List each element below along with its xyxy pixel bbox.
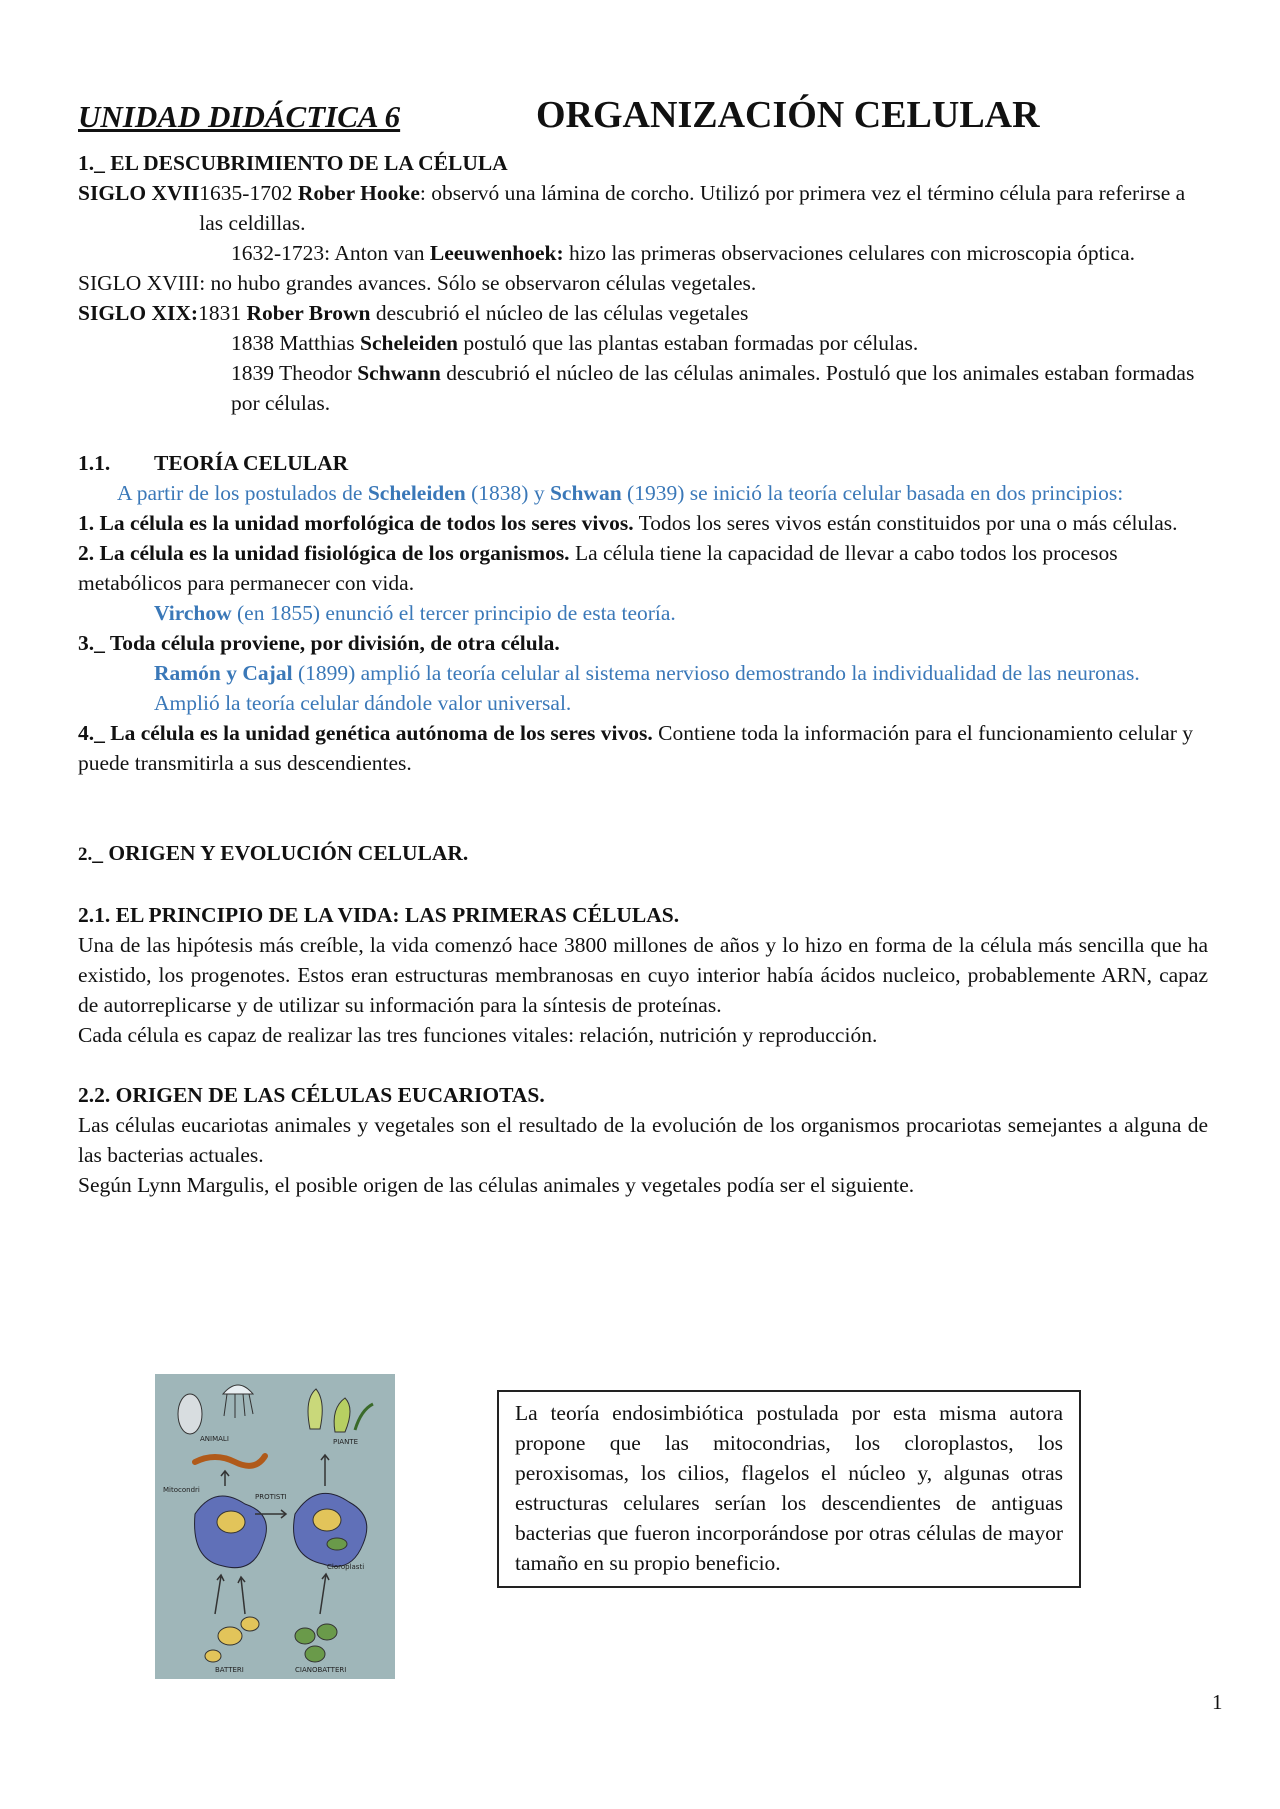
batteri-label: BATTERI bbox=[215, 1666, 244, 1674]
schleiden-text: postuló que las plantas estaban formadas por células. bbox=[457, 331, 919, 355]
section-2-2-paragraph-1: Las células eucariotas animales y vegetales son el resultado de la evolución de los organismos procariotas semejantes a alguna de las bacterias actuales. bbox=[78, 1113, 1208, 1167]
cyanobacteria-icon bbox=[295, 1624, 337, 1662]
section-2-title: _ ORIGEN Y EVOLUCIÓN CELULAR. bbox=[92, 841, 469, 865]
section-2-2-heading: 2.2. ORIGEN DE LAS CÉLULAS EUCARIOTAS. bbox=[78, 1083, 545, 1107]
cloroplasti-label: Cloroplasti bbox=[327, 1563, 365, 1571]
mitochondrion-icon bbox=[217, 1511, 245, 1533]
schwann-text: descubrió el núcleo de las células animales. Postuló que los animales estaban formadas por células. bbox=[231, 361, 1195, 415]
section-1-1-title: TEORÍA CELULAR bbox=[154, 451, 349, 475]
section-2-heading bbox=[78, 838, 1208, 870]
bacteria-icon bbox=[205, 1617, 259, 1662]
schleiden-name: Scheleiden bbox=[360, 331, 458, 355]
section-2-1-paragraph-2: Cada célula es capaz de realizar las tres funciones vitales: relación, nutrición y reproducción. bbox=[78, 1023, 878, 1047]
century-19-label: SIGLO XIX: bbox=[78, 301, 199, 325]
century-19-entry bbox=[78, 298, 1208, 328]
schwann-name: Schwann bbox=[357, 361, 441, 385]
intro-c: (1838) y bbox=[465, 481, 550, 505]
endosymbiosis-diagram bbox=[155, 1374, 395, 1679]
page-header bbox=[78, 94, 1208, 136]
leeuwenhoek-text: hizo las primeras observaciones celulares con microscopia óptica. bbox=[563, 241, 1135, 265]
c17-year: 1635-1702 bbox=[199, 181, 298, 205]
document-page bbox=[78, 94, 1208, 1200]
leeuwenhoek-name: Leeuwenhoek: bbox=[429, 241, 564, 265]
spacer bbox=[78, 418, 1208, 448]
principle-1-title: 1. La célula es la unidad morfológica de todos los seres vivos. bbox=[78, 511, 634, 535]
section-1-heading: 1._ EL DESCUBRIMIENTO DE LA CÉLULA bbox=[78, 151, 508, 175]
cajal-text: (1899) amplió la teoría celular al sistema nervioso demostrando la individualidad de las neuronas. Amplió la teoría celular dándole valor universal. bbox=[154, 661, 1140, 715]
century-18-entry: SIGLO XVIII: no hubo grandes avances. Sólo se observaron células vegetales. bbox=[78, 271, 757, 295]
brown-text: descubrió el núcleo de las células vegetales bbox=[370, 301, 749, 325]
section-2-1-paragraph-1: Una de las hipótesis más creíble, la vida comenzó hace 3800 millones de años y lo hizo en forma de la célula más sencilla que ha existido, los progenotes. Estos eran estructuras membranosas en cuyo interior había ácidos nucleico, probablemente ARN, capaz de autorreplicarse y de utilizar su información para la síntesis de proteínas. bbox=[78, 933, 1208, 1017]
virchow-text: (en 1855) enunció el tercer principio de esta teoría. bbox=[231, 601, 676, 625]
endosymbiotic-theory-box: La teoría endosimbiótica postulada por esta misma autora propone que las mitocondrias, los cloroplastos, los peroxisomas, los cilios, flagelos el núcleo y, algunas otras estructuras celulares serían los descendientes de antiguas bacterias que fueron incorporándose por otras células de mayor tamaño en su propio beneficio. bbox=[497, 1390, 1081, 1588]
brown-year: 1831 bbox=[198, 301, 247, 325]
cianobatteri-label: CIANOBATTERI bbox=[295, 1666, 347, 1674]
principle-4 bbox=[78, 718, 1208, 778]
virchow-name: Virchow bbox=[154, 601, 232, 625]
section-2-2-paragraph-2: Según Lynn Margulis, el posible origen de las células animales y vegetales podía ser el siguiente. bbox=[78, 1173, 915, 1197]
intro-e: (1939) se inició la teoría celular basada en dos principios: bbox=[621, 481, 1124, 505]
leeuwenhoek-pre: 1632-1723: Anton van bbox=[231, 241, 430, 265]
hooke-text: : observó una lámina de corcho. Utilizó por primera vez el término célula para referirse a las celdillas. bbox=[199, 181, 1186, 235]
section-2-1-heading: 2.1. EL PRINCIPIO DE LA VIDA: LAS PRIMERAS CÉLULAS. bbox=[78, 903, 680, 927]
spacer bbox=[78, 870, 1208, 900]
plant-illustrations-icon bbox=[308, 1389, 373, 1432]
section-1-1-heading bbox=[78, 448, 1208, 478]
principle-1-text: Todos los seres vivos están constituidos por una o más células. bbox=[633, 511, 1178, 535]
mitocondri-label: Mitocondri bbox=[163, 1486, 200, 1494]
principle-2-text: La célula tiene la capacidad de llevar a cabo todos los procesos metabólicos para permanecer con vida. bbox=[78, 541, 1118, 595]
schwann-entry bbox=[78, 358, 1208, 418]
principle-4-title: 4._ La célula es la unidad genética autónoma de los seres vivos. bbox=[78, 721, 653, 745]
animal-illustrations-icon bbox=[178, 1385, 265, 1466]
piante-label: PIANTE bbox=[333, 1438, 359, 1446]
schleiden-entry bbox=[78, 328, 1208, 358]
page-title: ORGANIZACIÓN CELULAR bbox=[536, 94, 1040, 136]
principle-3-title: 3._ Toda célula proviene, por división, de otra célula. bbox=[78, 631, 560, 655]
intro-scheleiden: Scheleiden bbox=[367, 481, 466, 505]
spacer bbox=[78, 778, 1208, 838]
century-17-text bbox=[199, 178, 1208, 238]
century-17-entry bbox=[78, 178, 1208, 238]
principle-4-text: Contiene toda la información para el funcionamiento celular y puede transmitirla a sus descendientes. bbox=[78, 721, 1194, 775]
section-2-number: 2. bbox=[78, 844, 93, 865]
cajal-note bbox=[78, 658, 1208, 718]
spacer bbox=[78, 1050, 1208, 1080]
virchow-note bbox=[78, 598, 1208, 628]
page-number: 1 bbox=[1212, 1690, 1223, 1714]
chloroplast-icon bbox=[327, 1538, 347, 1550]
unit-label: UNIDAD DIDÁCTICA 6 bbox=[78, 99, 401, 134]
theory-intro bbox=[78, 478, 1208, 508]
hooke-name: Rober Hooke bbox=[297, 181, 420, 205]
nucleus-icon bbox=[313, 1509, 341, 1531]
century-17-label: SIGLO XVII bbox=[78, 181, 200, 205]
section-1-1-number: 1.1. bbox=[78, 451, 111, 475]
principle-2 bbox=[78, 538, 1208, 598]
principle-1 bbox=[78, 508, 1208, 538]
brown-name: Rober Brown bbox=[246, 301, 371, 325]
animali-label: ANIMALI bbox=[200, 1435, 229, 1443]
schwann-pre: 1839 Theodor bbox=[231, 361, 358, 385]
intro-schwan: Schwan bbox=[549, 481, 622, 505]
intro-a: A partir de los postulados de bbox=[117, 481, 368, 505]
brown-entry bbox=[198, 298, 748, 328]
protisti-label: PROTISTI bbox=[255, 1493, 287, 1501]
leeuwenhoek-entry bbox=[78, 238, 1208, 268]
principle-2-title: 2. La célula es la unidad fisiológica de los organismos. bbox=[78, 541, 570, 565]
endosymbiosis-figure bbox=[155, 1374, 395, 1679]
principle-3 bbox=[78, 628, 1208, 658]
schleiden-pre: 1838 Matthias bbox=[231, 331, 360, 355]
cajal-name: Ramón y Cajal bbox=[154, 661, 293, 685]
